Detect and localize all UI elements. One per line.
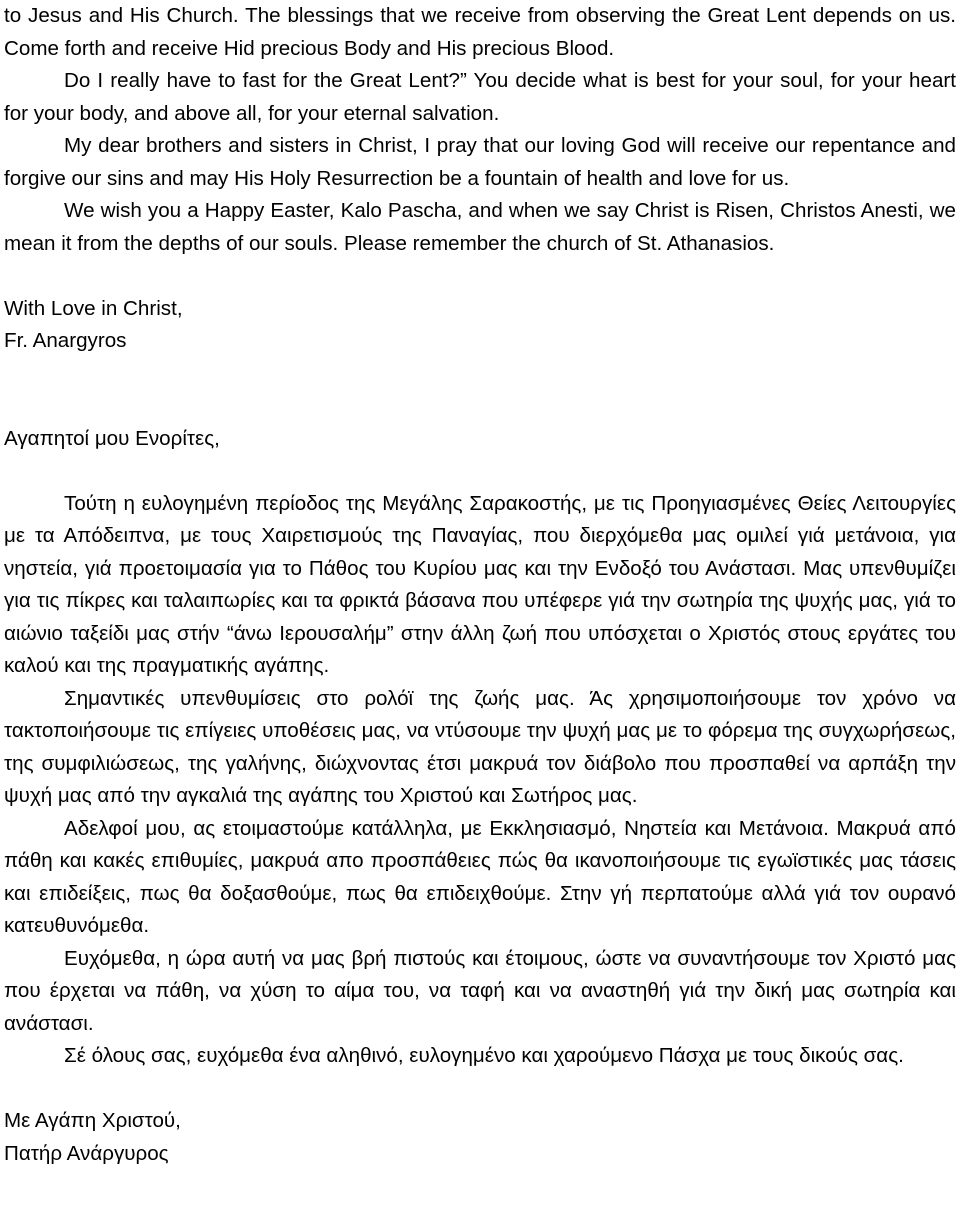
english-paragraph-prayer: My dear brothers and sisters in Christ, I pray that our loving God will receive our repentance and forgive our sins and may His Holy Resurrection be a fountain of health and love for us.: [4, 134, 956, 190]
greek-salutation: Αγαπητοί μου Ενορίτες,: [4, 426, 220, 450]
letter-page: [4, 0, 956, 1170]
greek-signature: Πατήρ Ανάργυρος: [4, 1141, 169, 1165]
english-signature: Fr. Anargyros: [4, 329, 127, 352]
spacer: [4, 260, 956, 293]
greek-paragraph-reminders: Σημαντικές υπενθυμίσεις στο ρολόϊ της ζωής μας. Άς χρησιμοποιήσουμε τον χρόνο να τακτοποιήσουμε τις επίγειες υποθέσεις μας, να ντύσουμε την ψυχή μας με το φόρεμα της συγχωρήσεως, της συμφιλιώσεως, της γαλήνης, διώχνοντας έτσι μακρυά τον διάβολο που προσπαθεί να αρπάξη την ψυχή μας από την αγκαλιά της αγάπης του Χριστού και Σωτήρος μας.: [4, 686, 956, 807]
greek-paragraph-wishes: Ευχόμεθα, η ώρα αυτή να μας βρή πιστούς και έτοιμους, ώστε να συναντήσουμε τον Χριστό μας που έρχεται να πάθη, να χύση το αίμα του, να ταφή και να αναστηθή γιά την δική μας σωτηρία και ανάστασι.: [4, 946, 956, 1035]
greek-paragraph-lent: Τούτη η ευλογημένη περίοδος της Μεγάλης Σαρακοστής, με τις Προηγιασμένες Θείες Λειτουργίες με τα Απόδειπνα, με τους Χαιρετισμούς της Παναγίας, που διερχόμεθα μας ομιλεί γιά μετάνοια, για νηστεία, γιά προετοιμασία για το Πάθος του Κυρίου μας και την Ενδοξό του Ανάστασι. Μας υπενθυμίζει για τις πίκρες και ταλαιπωρίες και τα φρικτά βάσανα που υπέφερε γιά την σωτηρία της ψυχής μας, γιά το αιώνιο ταξείδι μας στήν “άνω Ιερουσαλήμ” στην άλλη ζωή που υπόσχεται ο Χριστός στους εργάτες του καλού και της πραγματικής αγάπης.: [4, 491, 956, 677]
spacer: [4, 455, 956, 488]
greek-closing: Με Αγάπη Χριστού,: [4, 1109, 181, 1132]
english-closing: With Love in Christ,: [4, 296, 183, 320]
greek-paragraph-pascha: Σέ όλους σας, ευχόμεθα ένα αληθινό, ευλογημένο και χαρούμενο Πάσχα με τους δικούς σας.: [64, 1044, 904, 1067]
spacer: [4, 1073, 956, 1106]
english-paragraph-easter-wishes: We wish you a Happy Easter, Kalo Pascha, and when we say Christ is Risen, Christos Anesti, we mean it from the depths of our souls. Please remember the church of St. Athanasios.: [4, 199, 956, 255]
spacer: [4, 358, 956, 423]
greek-paragraph-preparation: Αδελφοί μου, ας ετοιμαστούμε κατάλληλα, με Εκκλησιασμό, Νηστεία και Μετάνοια. Μακρυά από πάθη και κακές επιθυμίες, μακρυά απο προσπάθειες πώς θα ικανοποιήσουμε τις εγωϊστικές μας τάσεις και επιδείξεις, πως θα δοξασθούμε, πως θα επιδειχθούμε. Στην γή περπατούμε αλλά γιά τον ουρανό κατευθυνόμεθα.: [4, 816, 956, 937]
english-paragraph-continuation: to Jesus and His Church. The blessings that we receive from observing the Great Lent depends on us. Come forth and receive Hid precious Body and His precious Blood.: [4, 4, 956, 60]
english-paragraph-fasting: Do I really have to fast for the Great Lent?” You decide what is best for your soul, for your heart for your body, and above all, for your eternal salvation.: [4, 69, 956, 125]
